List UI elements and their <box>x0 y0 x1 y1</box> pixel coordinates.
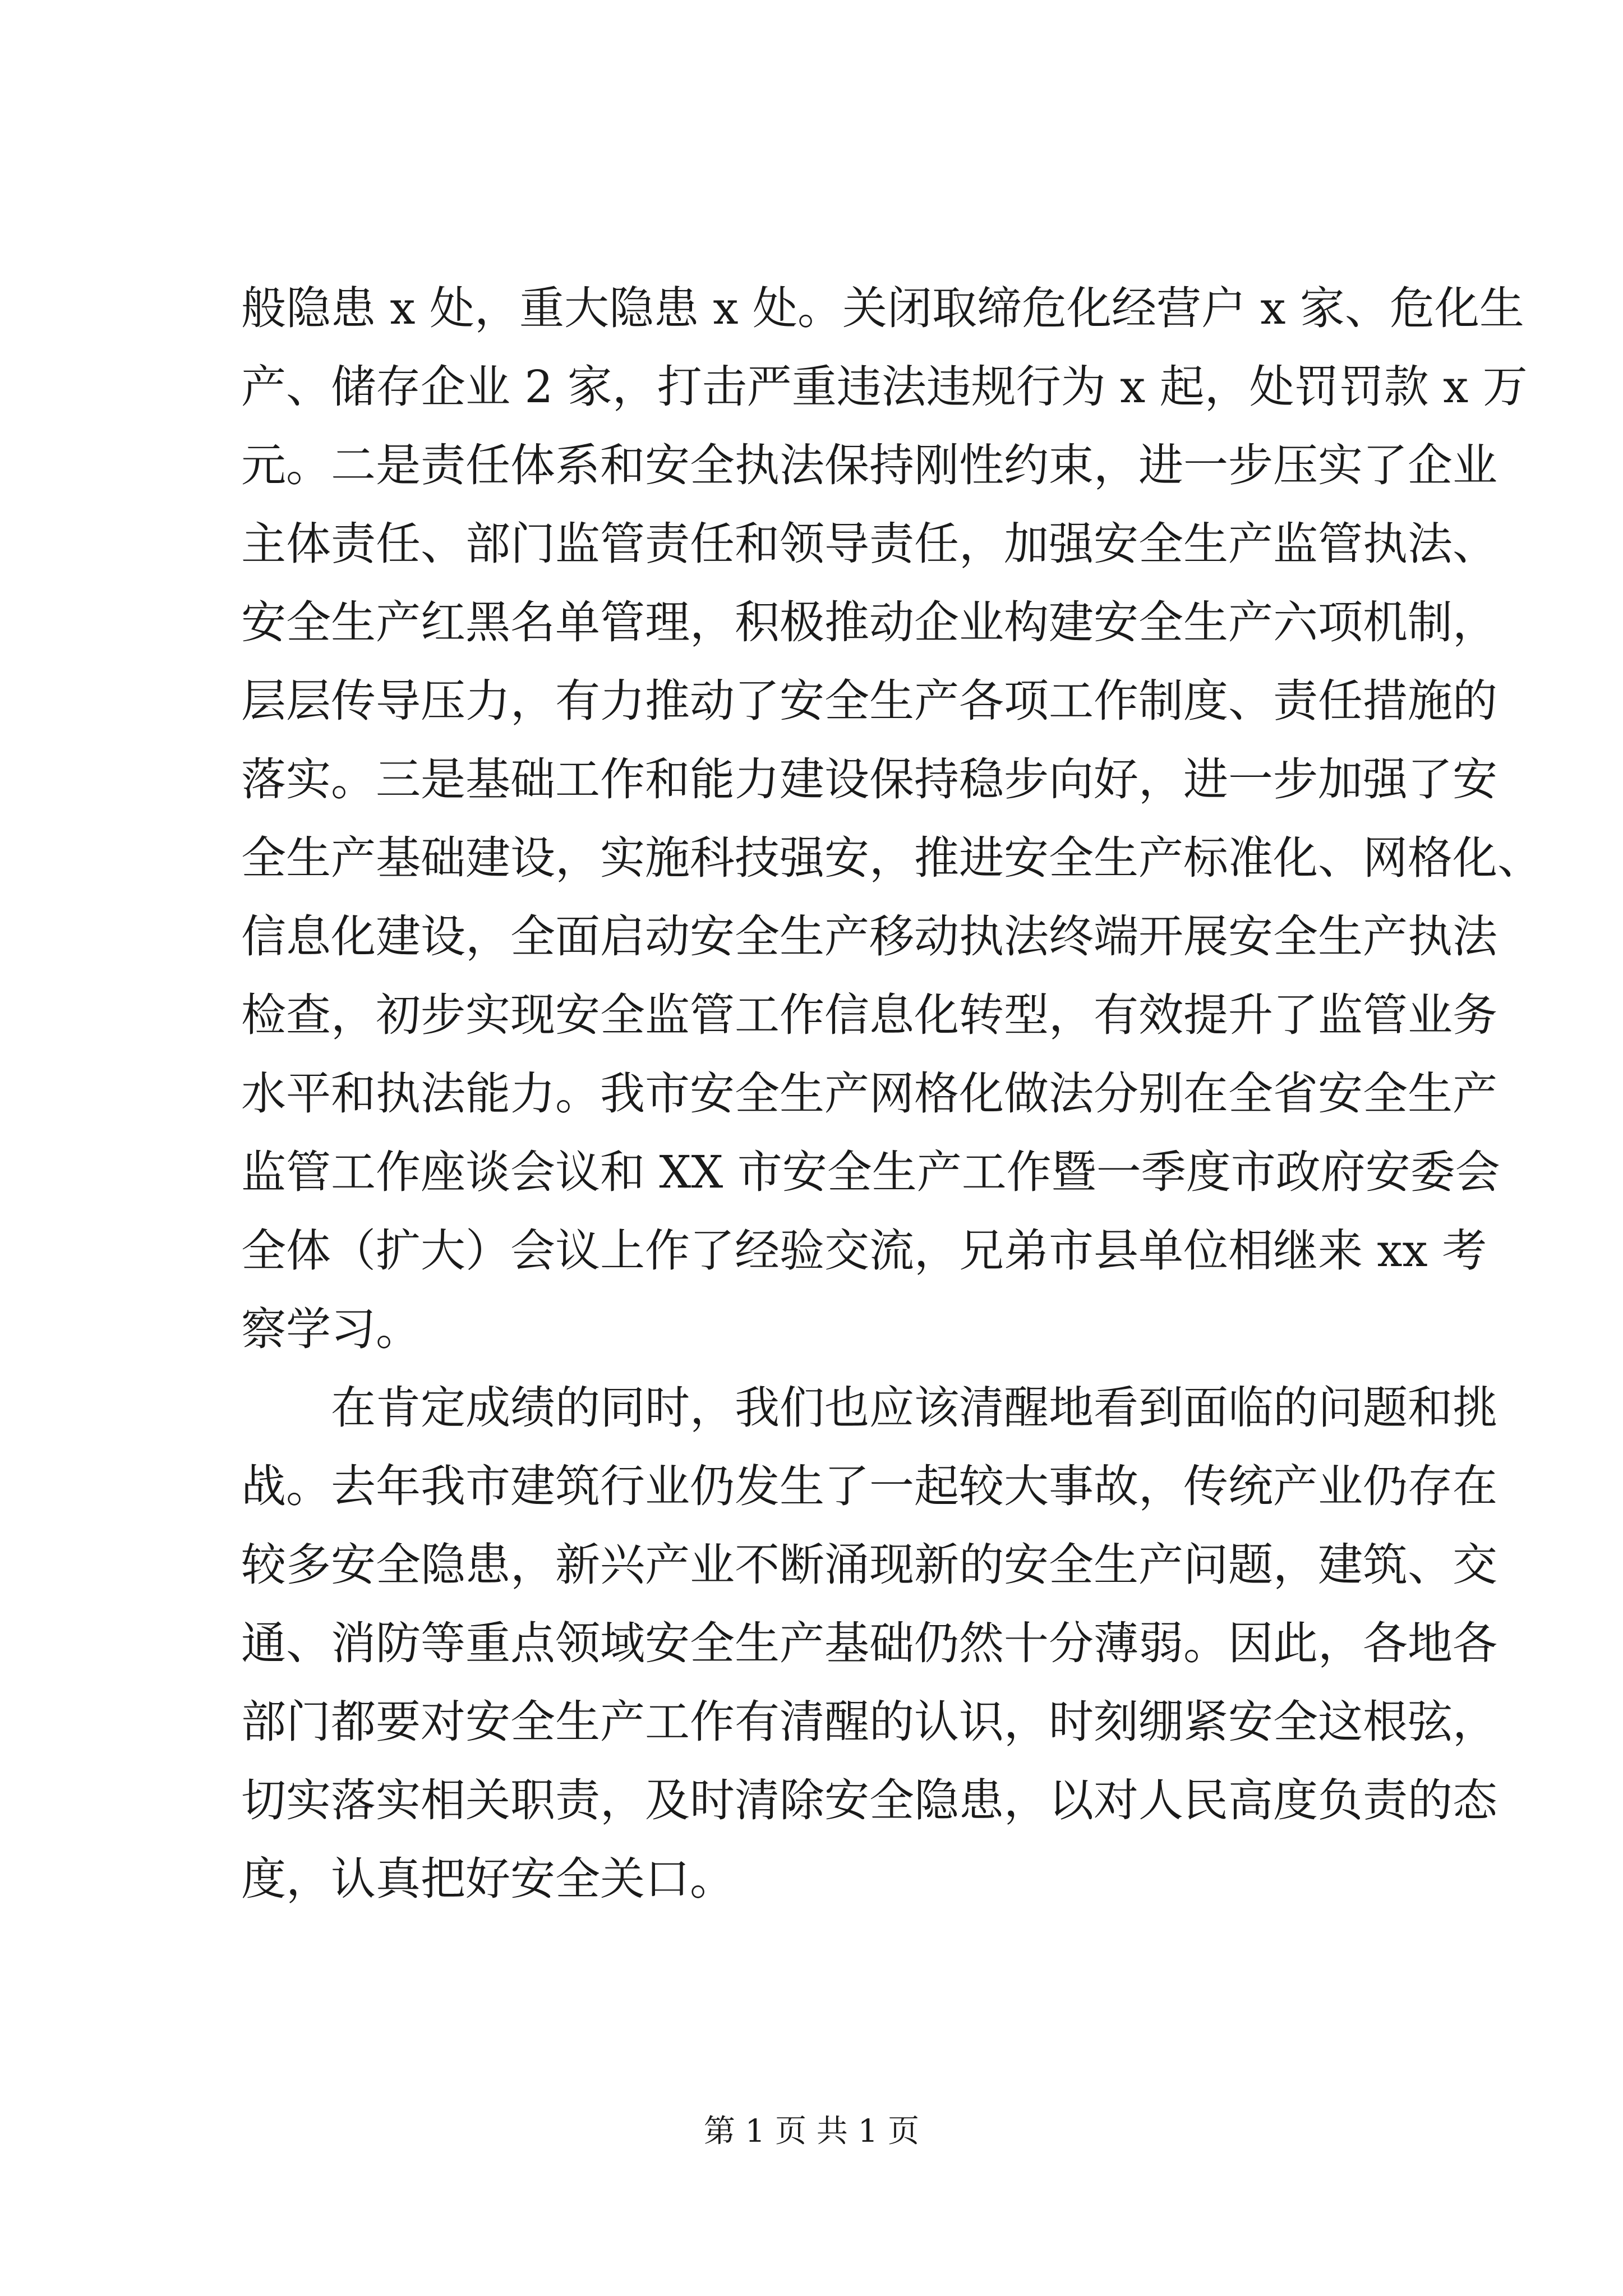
text-line: 察学习。 <box>241 1303 421 1355</box>
text-line: 部门都要对安全生产工作有清醒的认识，时刻绷紧安全这根弦， <box>241 1696 1497 1748</box>
text-line: 安全生产红黑名单管理，积极推动企业构建安全生产六项机制， <box>241 596 1497 648</box>
text-line: 切实落实相关职责，及时清除安全隐患，以对人民高度负责的态 <box>241 1774 1497 1826</box>
text-line: 全生产基础建设，实施科技强安，推进安全生产标准化、网格化、 <box>241 832 1542 884</box>
text-line: 全体（扩大）会议上作了经验交流，兄弟市县单位相继来 xx 考 <box>241 1225 1487 1277</box>
text-line: 水平和执法能力。我市安全生产网格化做法分别在全省安全生产 <box>241 1068 1497 1120</box>
text-line: 较多安全隐患，新兴产业不断涌现新的安全生产问题，建筑、交 <box>241 1539 1497 1591</box>
text-line: 战。去年我市建筑行业仍发生了一起较大事故，传统产业仍存在 <box>241 1460 1497 1512</box>
document-body <box>241 269 1542 1918</box>
text-line: 层层传导压力，有力推动了安全生产各项工作制度、责任措施的 <box>241 675 1497 727</box>
text-line: 信息化建设，全面启动安全生产移动执法终端开展安全生产执法 <box>241 910 1497 963</box>
page-footer <box>0 2109 1623 2154</box>
text-line: 落实。三是基础工作和能力建设保持稳步向好，进一步加强了安 <box>241 753 1497 806</box>
text-line: 主体责任、部门监管责任和领导责任，加强安全生产监管执法、 <box>241 518 1497 570</box>
text-line: 通、消防等重点领域安全生产基础仍然十分薄弱。因此，各地各 <box>241 1617 1497 1669</box>
text-line: 产、储存企业 2 家，打击严重违法违规行为 x 起，处罚罚款 x 万 <box>241 361 1528 413</box>
page-number: 第 1 页 共 1 页 <box>703 2113 920 2150</box>
paragraph-2 <box>241 1369 1497 1918</box>
text-line: 度，认真把好安全关口。 <box>241 1853 735 1905</box>
text-line: 检查，初步实现安全监管工作信息化转型，有效提升了监管业务 <box>241 989 1497 1041</box>
text-line: 元。二是责任体系和安全执法保持刚性约束，进一步压实了企业 <box>241 439 1497 491</box>
text-line: 在肯定成绩的同时，我们也应该清醒地看到面临的问题和挑 <box>331 1382 1497 1434</box>
paragraph-1 <box>241 269 1542 1369</box>
text-line: 监管工作座谈会议和 XX 市安全生产工作暨一季度市政府安委会 <box>241 1146 1500 1198</box>
text-line: 般隐患 x 处，重大隐患 x 处。关闭取缔危化经营户 x 家、危化生 <box>241 282 1524 334</box>
